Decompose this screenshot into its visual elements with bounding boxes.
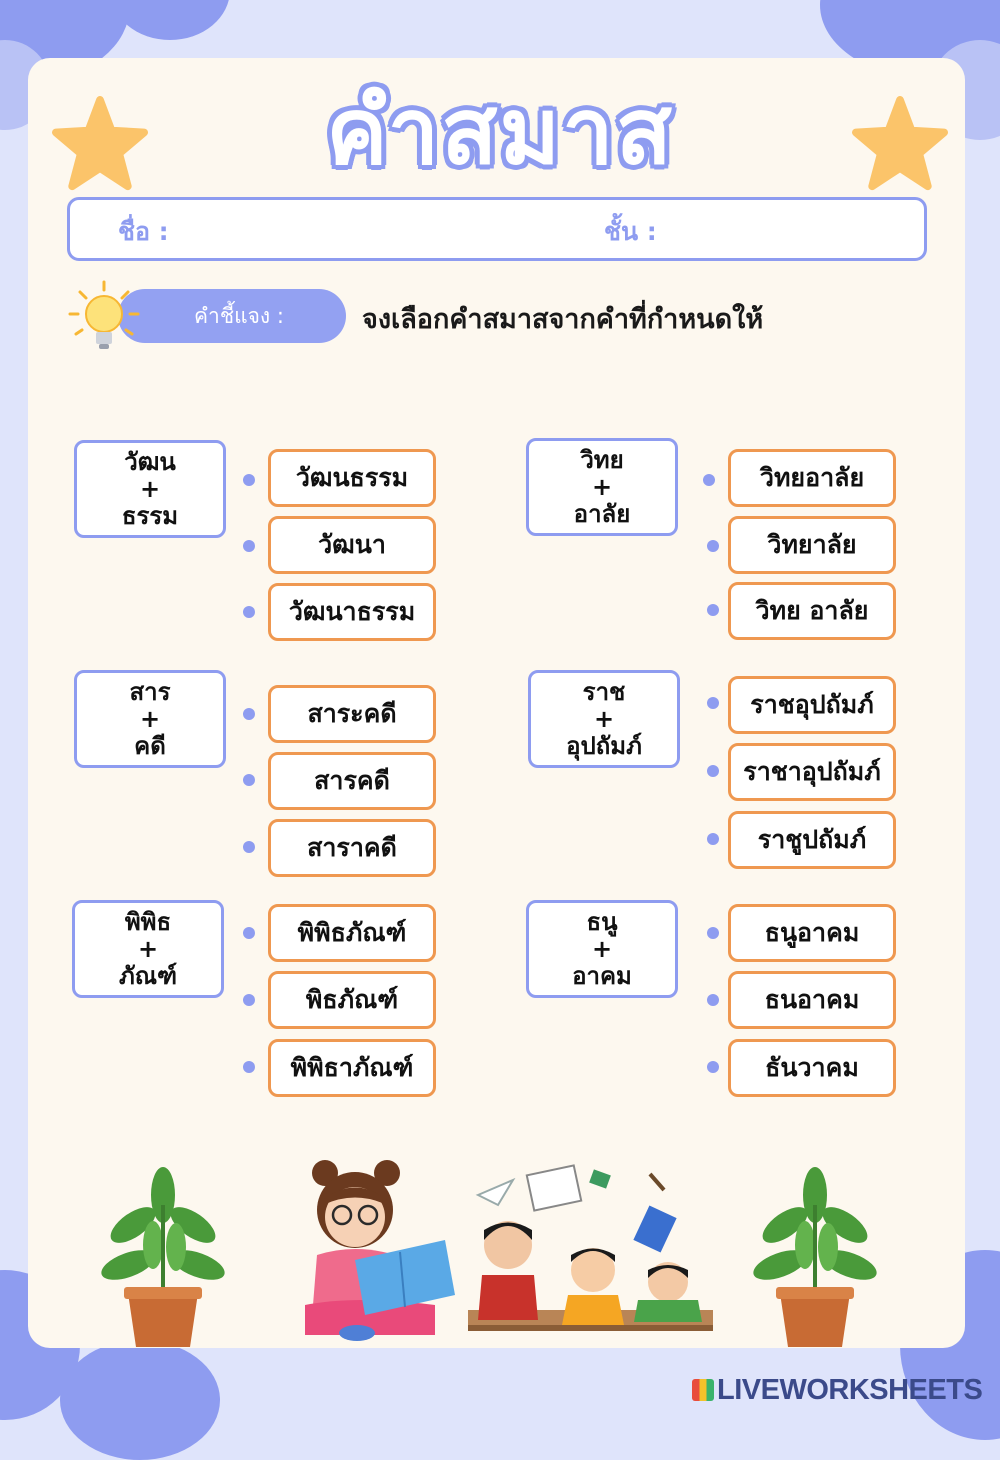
question-word-1: วัฒน bbox=[124, 447, 176, 476]
option-bullet bbox=[707, 833, 719, 845]
option-bullet bbox=[707, 927, 719, 939]
plus-sign: + bbox=[591, 472, 613, 501]
option-bullet bbox=[243, 841, 255, 853]
question-word-1: พิพิธ bbox=[124, 907, 172, 936]
question-box-4 bbox=[528, 670, 680, 768]
question-box-5 bbox=[72, 900, 224, 998]
question-box-6 bbox=[526, 900, 678, 998]
liveworksheets-logo bbox=[692, 1374, 982, 1407]
answer-option[interactable]: วิทย อาลัย bbox=[728, 582, 896, 640]
option-bullet bbox=[707, 604, 719, 616]
answer-option[interactable]: ธันวาคม bbox=[728, 1039, 896, 1097]
option-bullet bbox=[703, 474, 715, 486]
plus-sign: + bbox=[591, 934, 613, 963]
option-bullet bbox=[707, 765, 719, 777]
plus-sign: + bbox=[139, 474, 161, 503]
question-word-2: อาคม bbox=[572, 961, 632, 990]
option-bullet bbox=[243, 708, 255, 720]
answer-option[interactable]: สาระคดี bbox=[268, 685, 436, 743]
liveworksheets-logo-icon bbox=[692, 1379, 714, 1401]
question-word-2: ธรรม bbox=[121, 501, 179, 530]
name-label: ชื่อ : bbox=[118, 217, 169, 246]
answer-option[interactable]: ราชอุปถัมภ์ bbox=[728, 676, 896, 734]
plus-sign: + bbox=[137, 934, 159, 963]
answer-option[interactable]: วัฒนธรรม bbox=[268, 449, 436, 507]
potted-plant-right-icon bbox=[750, 1165, 880, 1350]
question-box-3 bbox=[74, 670, 226, 768]
name-class-field[interactable] bbox=[67, 197, 927, 261]
worksheet-title: คำสมาส bbox=[326, 78, 674, 185]
option-bullet bbox=[243, 606, 255, 618]
option-bullet bbox=[243, 774, 255, 786]
option-bullet bbox=[707, 1061, 719, 1073]
answer-option[interactable]: วัฒนา bbox=[268, 516, 436, 574]
option-bullet bbox=[243, 474, 255, 486]
answer-option[interactable]: พิพิธภัณฑ์ bbox=[268, 904, 436, 962]
question-box-1 bbox=[74, 440, 226, 538]
girl-reading-book-illustration bbox=[295, 1155, 465, 1350]
answer-option[interactable]: สารคดี bbox=[268, 752, 436, 810]
corner-cloud-bottom-left-2 bbox=[60, 1340, 220, 1460]
class-label: ชั้น : bbox=[604, 217, 657, 246]
plus-sign: + bbox=[593, 704, 615, 733]
kids-studying-illustration bbox=[468, 1160, 723, 1345]
answer-option[interactable]: ราชูปถัมภ์ bbox=[728, 811, 896, 869]
lightbulb-icon bbox=[68, 280, 140, 356]
instruction-label: คำชี้แจง : bbox=[118, 289, 346, 343]
question-word-2: ภัณฑ์ bbox=[118, 961, 177, 990]
answer-option[interactable]: วัฒนาธรรม bbox=[268, 583, 436, 641]
answer-option[interactable]: ธนูอาคม bbox=[728, 904, 896, 962]
question-word-1: ราช bbox=[582, 677, 626, 706]
question-word-2: คดี bbox=[134, 731, 166, 760]
option-bullet bbox=[243, 994, 255, 1006]
option-bullet bbox=[243, 540, 255, 552]
option-bullet bbox=[707, 540, 719, 552]
answer-option[interactable]: ธนอาคม bbox=[728, 971, 896, 1029]
instruction-text: จงเลือกคำสมาสจากคำที่กำหนดให้ bbox=[362, 304, 764, 335]
answer-option[interactable]: พิพิธาภัณฑ์ bbox=[268, 1039, 436, 1097]
answer-option[interactable]: วิทยอาลัย bbox=[728, 449, 896, 507]
answer-option[interactable]: วิทยาลัย bbox=[728, 516, 896, 574]
answer-option[interactable]: สาราคดี bbox=[268, 819, 436, 877]
option-bullet bbox=[243, 1061, 255, 1073]
question-word-2: อาลัย bbox=[573, 499, 631, 528]
question-word-1: วิทย bbox=[580, 445, 624, 474]
corner-cloud-top-mid bbox=[110, 0, 230, 40]
plus-sign: + bbox=[139, 704, 161, 733]
potted-plant-left-icon bbox=[98, 1165, 228, 1350]
question-box-2 bbox=[526, 438, 678, 536]
brand-name: LIVEWORKSHEETS bbox=[717, 1374, 983, 1406]
option-bullet bbox=[243, 927, 255, 939]
question-word-1: สาร bbox=[129, 677, 171, 706]
question-word-1: ธนู bbox=[586, 907, 618, 936]
question-word-2: อุปถัมภ์ bbox=[566, 731, 642, 760]
option-bullet bbox=[707, 697, 719, 709]
answer-option[interactable]: พิธภัณฑ์ bbox=[268, 971, 436, 1029]
option-bullet bbox=[707, 994, 719, 1006]
answer-option[interactable]: ราชาอุปถัมภ์ bbox=[728, 743, 896, 801]
